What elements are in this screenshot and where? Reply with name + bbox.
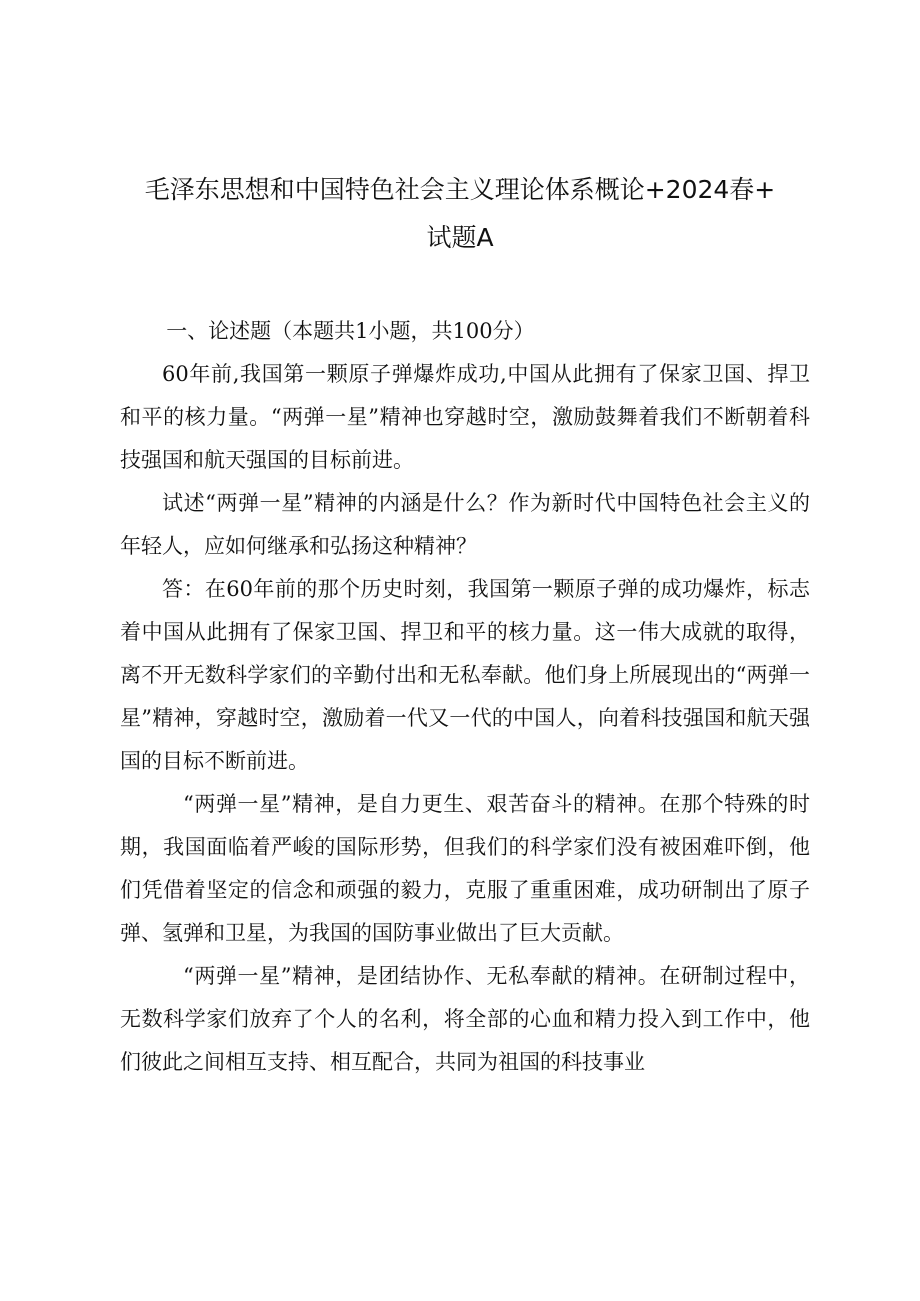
title-line-1: 毛泽东思想和中国特色社会主义理论体系概论+2024春+ — [144, 175, 776, 204]
title-line-2: 试题A — [426, 223, 494, 252]
paragraph-answer-point-1: “两弹一星”精神，是自力更生、艰苦奋斗的精神。在那个特殊的时期，我国面临着严峻的国际形势，但我们的科学家们没有被困难吓倒，他们凭借着坚定的信念和顽强的毅力，克服了重重困难，成功研制出了原子弹、氢弹和卫星，为我国的国防事业做出了巨大贡献。 — [120, 792, 810, 945]
document-body — [120, 310, 810, 1084]
paragraph-question: 试述“两弹一星”精神的内涵是什么？作为新时代中国特色社会主义的年轻人，应如何继承和弘扬这种精神？ — [120, 491, 810, 558]
paragraph-background: 60年前,我国第一颗原子弹爆炸成功,中国从此拥有了保家卫国、捍卫和平的核力量。“两弹一星”精神也穿越时空，激励鼓舞着我们不断朝着科技强国和航天强国的目标前进。 — [120, 362, 810, 472]
paragraph-answer-intro: 答：在60年前的那个历史时刻，我国第一颗原子弹的成功爆炸，标志着中国从此拥有了保家卫国、捍卫和平的核力量。这一伟大成就的取得，离不开无数科学家们的辛勤付出和无私奉献。他们身上所展现出的“两弹一星”精神，穿越时空，激励着一代又一代的中国人，向着科技强国和航天强国的目标不断前进。 — [120, 577, 810, 773]
paragraph-answer-point-2: “两弹一星”精神，是团结协作、无私奉献的精神。在研制过程中，无数科学家们放弃了个人的名利，将全部的心血和精力投入到工作中，他们彼此之间相互支持、相互配合，共同为祖国的科技事业 — [120, 964, 810, 1074]
section-heading: 一、论述题（本题共1小题，共100分） — [166, 319, 535, 343]
document-title — [0, 166, 920, 262]
